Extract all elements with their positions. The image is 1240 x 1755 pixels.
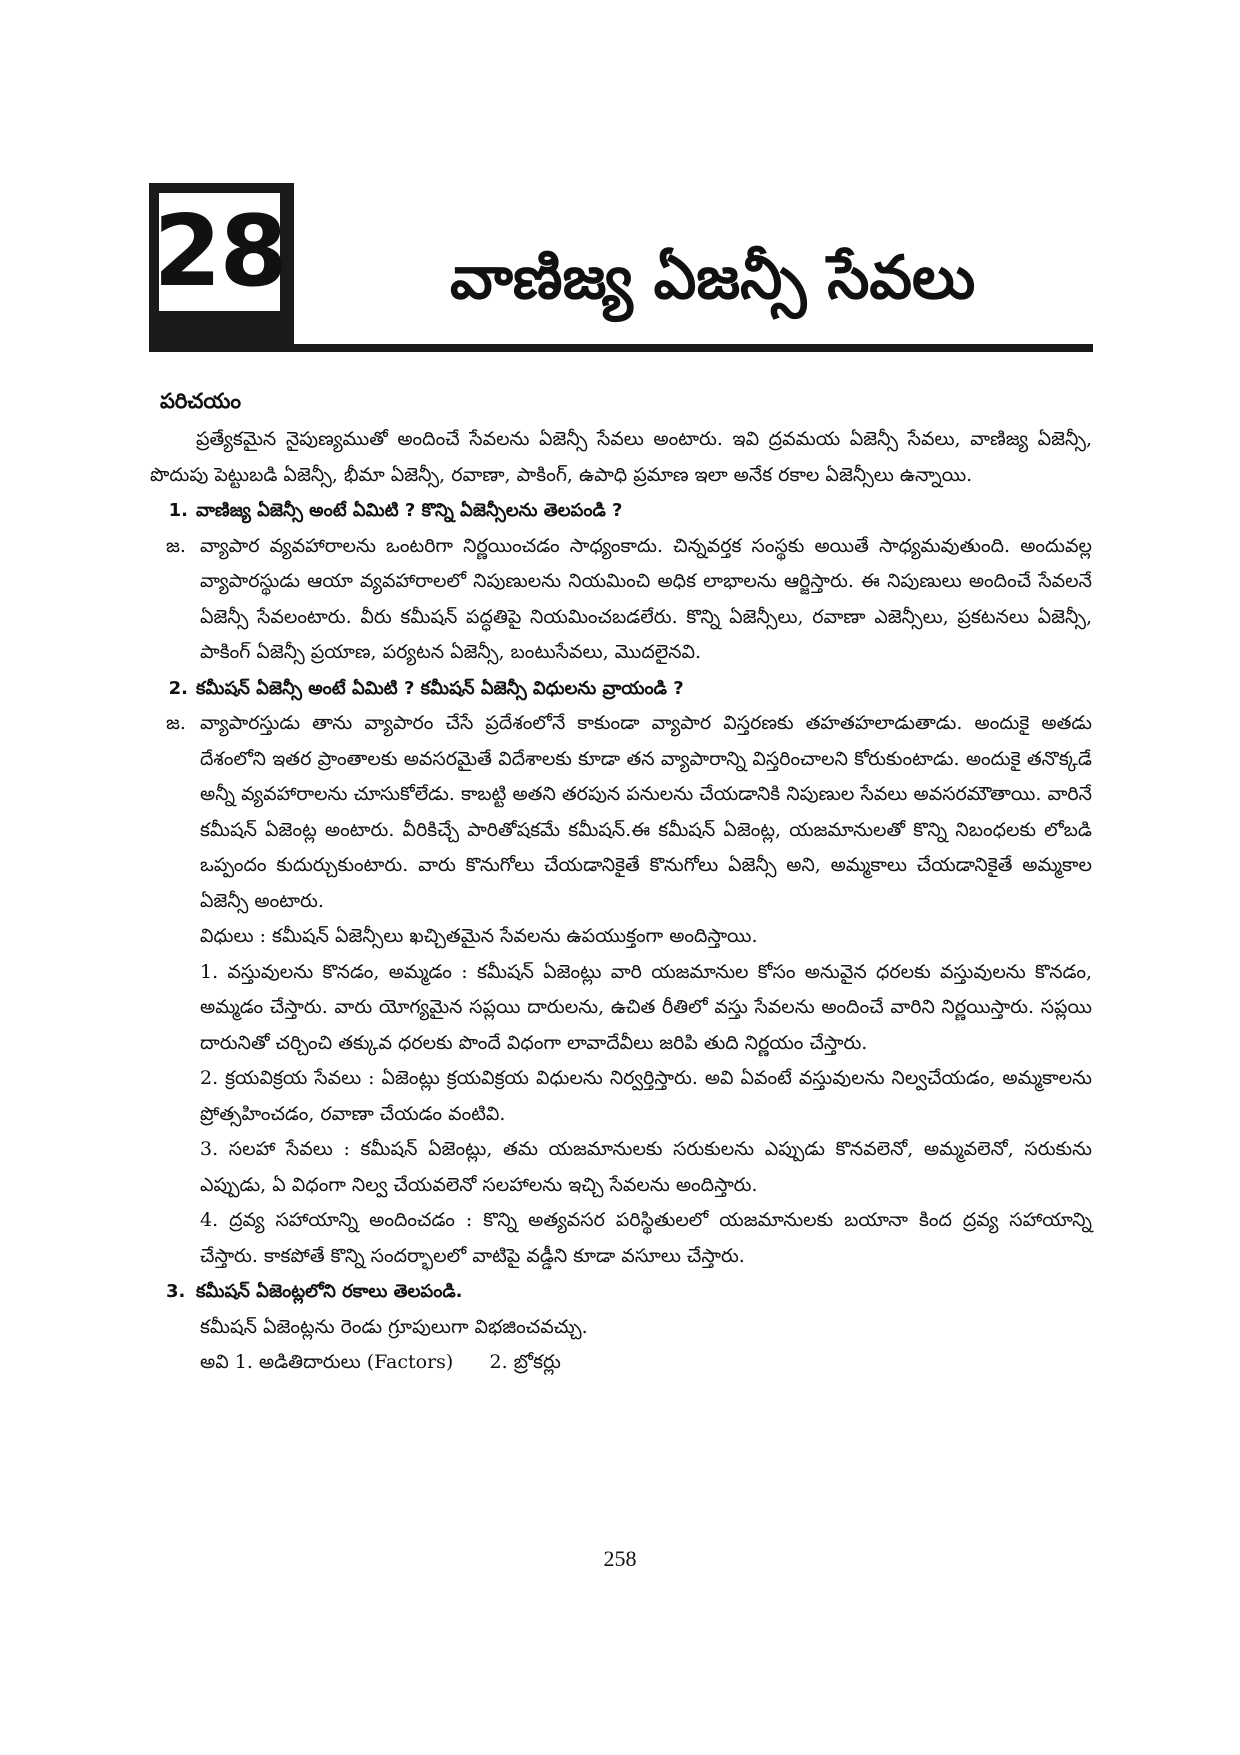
answer-mark: జ. [166,712,186,734]
question-3 [150,1274,1092,1310]
answer-3-line-2: అవి 1. అడితిదారులు (Factors) 2. బ్రోకర్లు [200,1351,561,1373]
chapter-number-inner [153,193,286,311]
duty-item-4: 4. ద్రవ్య సహాయాన్ని అందించడం : కొన్ని అత్యవసర పరిస్థితులలో యజమానులకు బయానా కింద ద్రవ్య సహాయాన్ని చేస్తారు. కాకపోతే కొన్ని సందర్భాలలో వాటిపై వడ్డీని కూడా వసూలు చేస్తారు. [200,1209,1092,1267]
duty-item-1: 1. వస్తువులను కొనడం, అమ్మడం : కమీషన్ ఏజెంట్లు వారి యజమానుల కోసం అనువైన ధరలకు వస్తువులను కొనడం, అమ్మడం చేస్తారు. వారు యోగ్యమైన సప్లయి దారులను, ఉచిత రీతిలో వస్తు సేవలను అందించే వారిని నిర్ణయిస్తారు. సప్లయి దారునితో చర్చించి తక్కువ ధరలకు పొందే విధంగా లావాదేవీలు జరిపి తుది నిర్ణయం చేస్తారు. [200,960,1092,1054]
page-content [150,384,1092,1381]
question-text: కమీషన్ ఏజెన్సీ అంటే ఏమిటి ? కమీషన్ ఏజెన్సీ విధులను వ్రాయండి ? [196,677,684,699]
answer-1 [150,529,1092,671]
answer-text: వ్యాపార వ్యవహారాలను ఒంటరిగా నిర్ణయించడం సాధ్యంకాదు. చిన్నవర్తక సంస్థకు అయితే సాధ్యమవుతుంది. అందువల్ల వ్యాపారస్థుడు ఆయా వ్యవహారాలలో నిపుణులను నియమించి అధిక లాభాలను ఆర్జిస్తారు. ఈ నిపుణులు అందించే సేవలనే ఏజెన్సీ సేవలంటారు. వీరు కమీషన్ పద్ధతిపై నియమించబడలేరు. కొన్ని ఏజెన్సీలు, రవాణా ఎజెన్సీలు, ప్రకటనలు ఏజెన్సీ, పాకింగ్ ఏజెన్సీ ప్రయాణ, పర్యటన ఏజెన్సీ, బంటుసేవలు, మొదలైనవి. [200,534,1092,663]
question-number: 2. [168,677,188,699]
intro-heading: పరిచయం [160,389,241,413]
duties-intro: విధులు : కమీషన్ ఏజెన్సీలు ఖచ్చితమైన సేవలను ఉపయుక్తంగా అందిస్తాయి. [200,925,758,947]
duty-item-3: 3. సలహా సేవలు : కమీషన్ ఏజెంట్లు, తమ యజమానులకు సరుకులను ఎప్పుడు కొనవలెనో, అమ్మవలెనో, సరుకును ఎప్పుడు, ఏ విధంగా నిల్వ చేయవలెనో సలహాలను ఇచ్చి సేవలను అందిస్తారు. [200,1138,1092,1196]
title-rule [149,344,1093,352]
question-text: వాణిజ్య ఏజెన్సీ అంటే ఏమిటి ? కొన్ని ఏజెన్సీలను తెలపండి ? [196,500,623,521]
question-2 [150,671,1092,707]
answer-2 [150,706,1092,919]
chapter-number-box [149,183,294,351]
intro-paragraph: ప్రత్యేకమైన నైపుణ్యముతో అందించే సేవలను ఏజెన్సీ సేవలు అంటారు. ఇవి ద్రవమయ ఏజెన్సీ సేవలు, వాణిజ్య ఏజెన్సీ, పొదుపు పెట్టుబడి ఏజెన్సీ, భీమా ఏజెన్సీ, రవాణా, పాకింగ్, ఉపాధి ప్రమాణ ఇలా అనేక రకాల ఏజెన్సీలు ఉన్నాయి. [150,428,1092,486]
question-text: కమీషన్ ఏజెంట్లలోని రకాలు తెలపండి. [196,1281,463,1302]
answer-mark: జ. [166,534,186,557]
answer-text: వ్యాపారస్తుడు తాను వ్యాపారం చేసే ప్రదేశంలోనే కాకుండా వ్యాపార విస్తరణకు తహతహలాడుతాడు. అందుకై అతడు దేశంలోని ఇతర ప్రాంతాలకు అవసరమైతే విదేశాలకు కూడా తన వ్యాపారాన్ని విస్తరించాలని కోరుకుంటాడు. అందుకై తనొక్కడే అన్నీ వ్యవహారాలను చూసుకోలేడు. కాబట్టి అతని తరపున పనులను చేయడానికి నిపుణుల సేవలు అవసరమౌతాయి. వారినే కమీషన్ ఏజెంట్ల అంటారు. వీరికిచ్చే పారితోషకమే కమీషన్.ఈ కమీషన్ ఏజెంట్ల, యజమానులతో కొన్ని నిబంధలకు లోబడి ఒప్పందం కుదుర్చుకుంటారు. వారు కొనుగోలు చేయడానికైతే కొనుగోలు ఏజెన్సీ అని, అమ్మకాలు చేయడానికైతే అమ్మకాల ఏజెన్సీ అంటారు. [200,712,1092,912]
chapter-title: వాణిజ్య ఏజన్సీ సేవలు [450,243,976,313]
question-1 [150,493,1092,529]
duty-item-2: 2. క్రయవిక్రయ సేవలు : ఏజెంట్లు క్రయవిక్రయ విధులను నిర్వర్తిస్తారు. అవి ఏవంటే వస్తువులను నిల్వచేయడం, అమ్మకాలను ప్రోత్సహించడం, రవాణా చేయడం వంటివి. [200,1067,1092,1125]
question-number: 3. [166,1281,186,1302]
page-number: 258 [603,1546,637,1571]
answer-3-line-1: కమీషన్ ఏజెంట్లను రెండు గ్రూపులుగా విభజించవచ్చు. [200,1315,588,1338]
question-number: 1. [168,500,188,521]
chapter-number: 28 [153,195,286,309]
